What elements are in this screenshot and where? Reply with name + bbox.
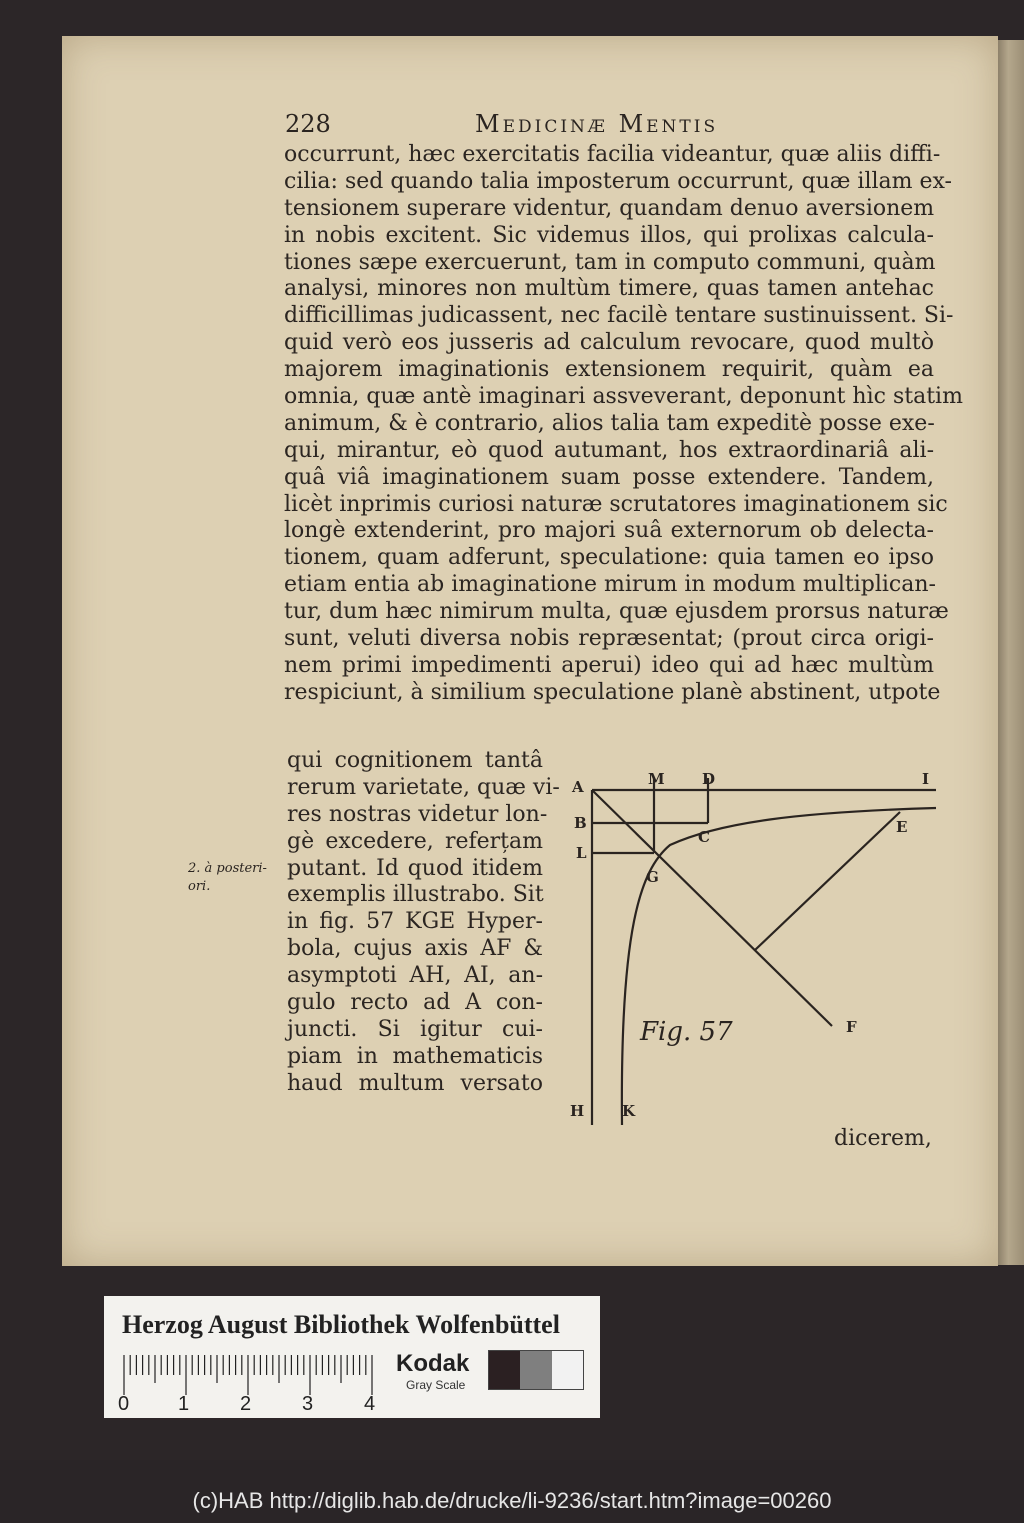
- gray-patch: [552, 1351, 583, 1389]
- text-line: etiam entia ab imaginatione mirum in modum multiplican-: [284, 572, 936, 598]
- label-b: B: [574, 814, 587, 832]
- text-line: rerum varietate, quæ vi-: [287, 774, 560, 800]
- book-cover-edge: [998, 40, 1024, 1265]
- text-line: putant. Id quod itidem: [287, 855, 543, 881]
- label-l: L: [576, 844, 587, 862]
- library-label-card: [104, 1296, 600, 1418]
- text-line: tionem, quam adferunt, speculatione: quia tamen eo ipso: [284, 545, 934, 571]
- text-line: gulo recto ad A con-: [287, 990, 543, 1016]
- text-line: occurrunt, hæc exercitatis facilia videantur, quæ aliis diffi-: [284, 142, 941, 167]
- text-line: bola, cujus axis AF &: [287, 936, 543, 962]
- gray-patch: [489, 1351, 520, 1389]
- ruler-number: 1: [178, 1393, 190, 1415]
- ruler-numbers: [118, 1393, 378, 1415]
- body-text: [284, 142, 963, 707]
- ruler-number: 3: [302, 1393, 314, 1415]
- text-line: tiones sæpe exercuerunt, tam in computo communi, quàm: [284, 249, 936, 275]
- ruler-number: 2: [240, 1393, 252, 1415]
- measurement-ruler: [122, 1351, 382, 1395]
- gray-patch: [520, 1351, 551, 1389]
- text-line: quid verò eos jusseris ad calculum revocare, quod multò: [284, 330, 934, 356]
- label-k: K: [622, 1102, 636, 1120]
- running-title: Medicinæ Mentis: [475, 110, 719, 138]
- label-f: F: [846, 1018, 857, 1036]
- label-a: A: [572, 778, 584, 796]
- label-i: I: [922, 770, 930, 788]
- narrow-text-column: [287, 748, 560, 1098]
- kodak-logo: Kodak: [396, 1350, 470, 1377]
- text-line: qui cognitionem tantâ: [287, 748, 543, 773]
- text-line: sunt, veluti diversa nobis repræsentat; (prout circa origi-: [284, 626, 934, 652]
- text-line: haud multum versato: [287, 1070, 543, 1096]
- text-line: res nostras videtur lon-: [287, 801, 548, 827]
- text-line: respiciunt, à similium speculatione planè abstinent, utpote: [284, 679, 941, 705]
- text-line: piam in mathematicis: [287, 1043, 543, 1069]
- text-line: asymptoti AH, AI, an-: [287, 963, 543, 989]
- ruler-number: 0: [118, 1393, 130, 1415]
- label-h: H: [570, 1102, 585, 1120]
- hyperbola-curve: [622, 808, 936, 1125]
- text-line: quâ viâ imaginationem suam posse extendere. Tandem,: [284, 464, 934, 490]
- label-m: M: [648, 770, 665, 788]
- label-g: G: [646, 868, 659, 886]
- text-line: in nobis excitent. Sic videmus illos, qui prolixas calcula-: [284, 222, 934, 248]
- margin-note: [188, 860, 288, 896]
- label-e: E: [896, 818, 908, 836]
- text-line: omnia, quæ antè imaginari assveverant, deponunt hìc statim: [284, 384, 963, 410]
- label-c: C: [698, 828, 710, 846]
- text-line: exemplis illustrabo. Sit: [287, 882, 544, 908]
- text-line: qui, mirantur, eò quod autumant, hos extraordinariâ ali-: [284, 437, 934, 463]
- margin-note-line: ori.: [188, 879, 211, 894]
- text-line: tensionem superare videntur, quandam denuo aversionem: [284, 195, 935, 221]
- gray-scale-patches: [488, 1350, 584, 1390]
- text-line: analysi, minores non multùm timere, quas tamen antehac: [284, 276, 934, 302]
- margin-note-line: 2. à posteri-: [188, 861, 267, 876]
- text-line: cilia: sed quando talia imposterum occurrunt, quæ illam ex-: [284, 168, 952, 194]
- footer-credit: (c)HAB http://diglib.hab.de/drucke/li-9236/start.htm?image=00260: [192, 1488, 832, 1513]
- line-e: [755, 812, 900, 950]
- text-line: animum, & è contrario, alios talia tam expeditè posse exe-: [284, 410, 935, 436]
- text-line: difficillimas judicassent, nec facilè tentare sustinuissent. Si-: [284, 303, 954, 329]
- kodak-gray-scale-label: Gray Scale: [406, 1378, 466, 1392]
- axis-af: [592, 790, 832, 1026]
- hyperbola-figure: [560, 760, 950, 1140]
- page-number: 228: [285, 110, 331, 138]
- catchword: dicerem,: [834, 1126, 932, 1151]
- ruler-number: 4: [364, 1393, 376, 1415]
- text-line: majorem imaginationis extensionem requirit, quàm ea: [284, 357, 934, 383]
- text-line: tur, dum hæc nimirum multa, quæ ejusdem prorsus naturæ: [284, 599, 949, 625]
- text-line: licèt inprimis curiosi naturæ scrutatores imaginationem sic: [284, 491, 948, 517]
- text-line: juncti. Si igitur cui-: [287, 1016, 543, 1042]
- text-line: nem primi impedimenti aperui) ideo qui ad hæc multùm: [284, 652, 934, 678]
- text-line: longè extenderint, pro majori suâ externorum ob delecta-: [284, 518, 934, 544]
- text-line: in fig. 57 KGE Hyper-: [287, 909, 543, 935]
- figure-title: Fig. 57: [640, 1017, 733, 1047]
- label-d: D: [702, 770, 716, 788]
- text-line: gè excedere, referțam: [287, 828, 543, 854]
- library-name: Herzog August Bibliothek Wolfenbüttel: [122, 1310, 560, 1339]
